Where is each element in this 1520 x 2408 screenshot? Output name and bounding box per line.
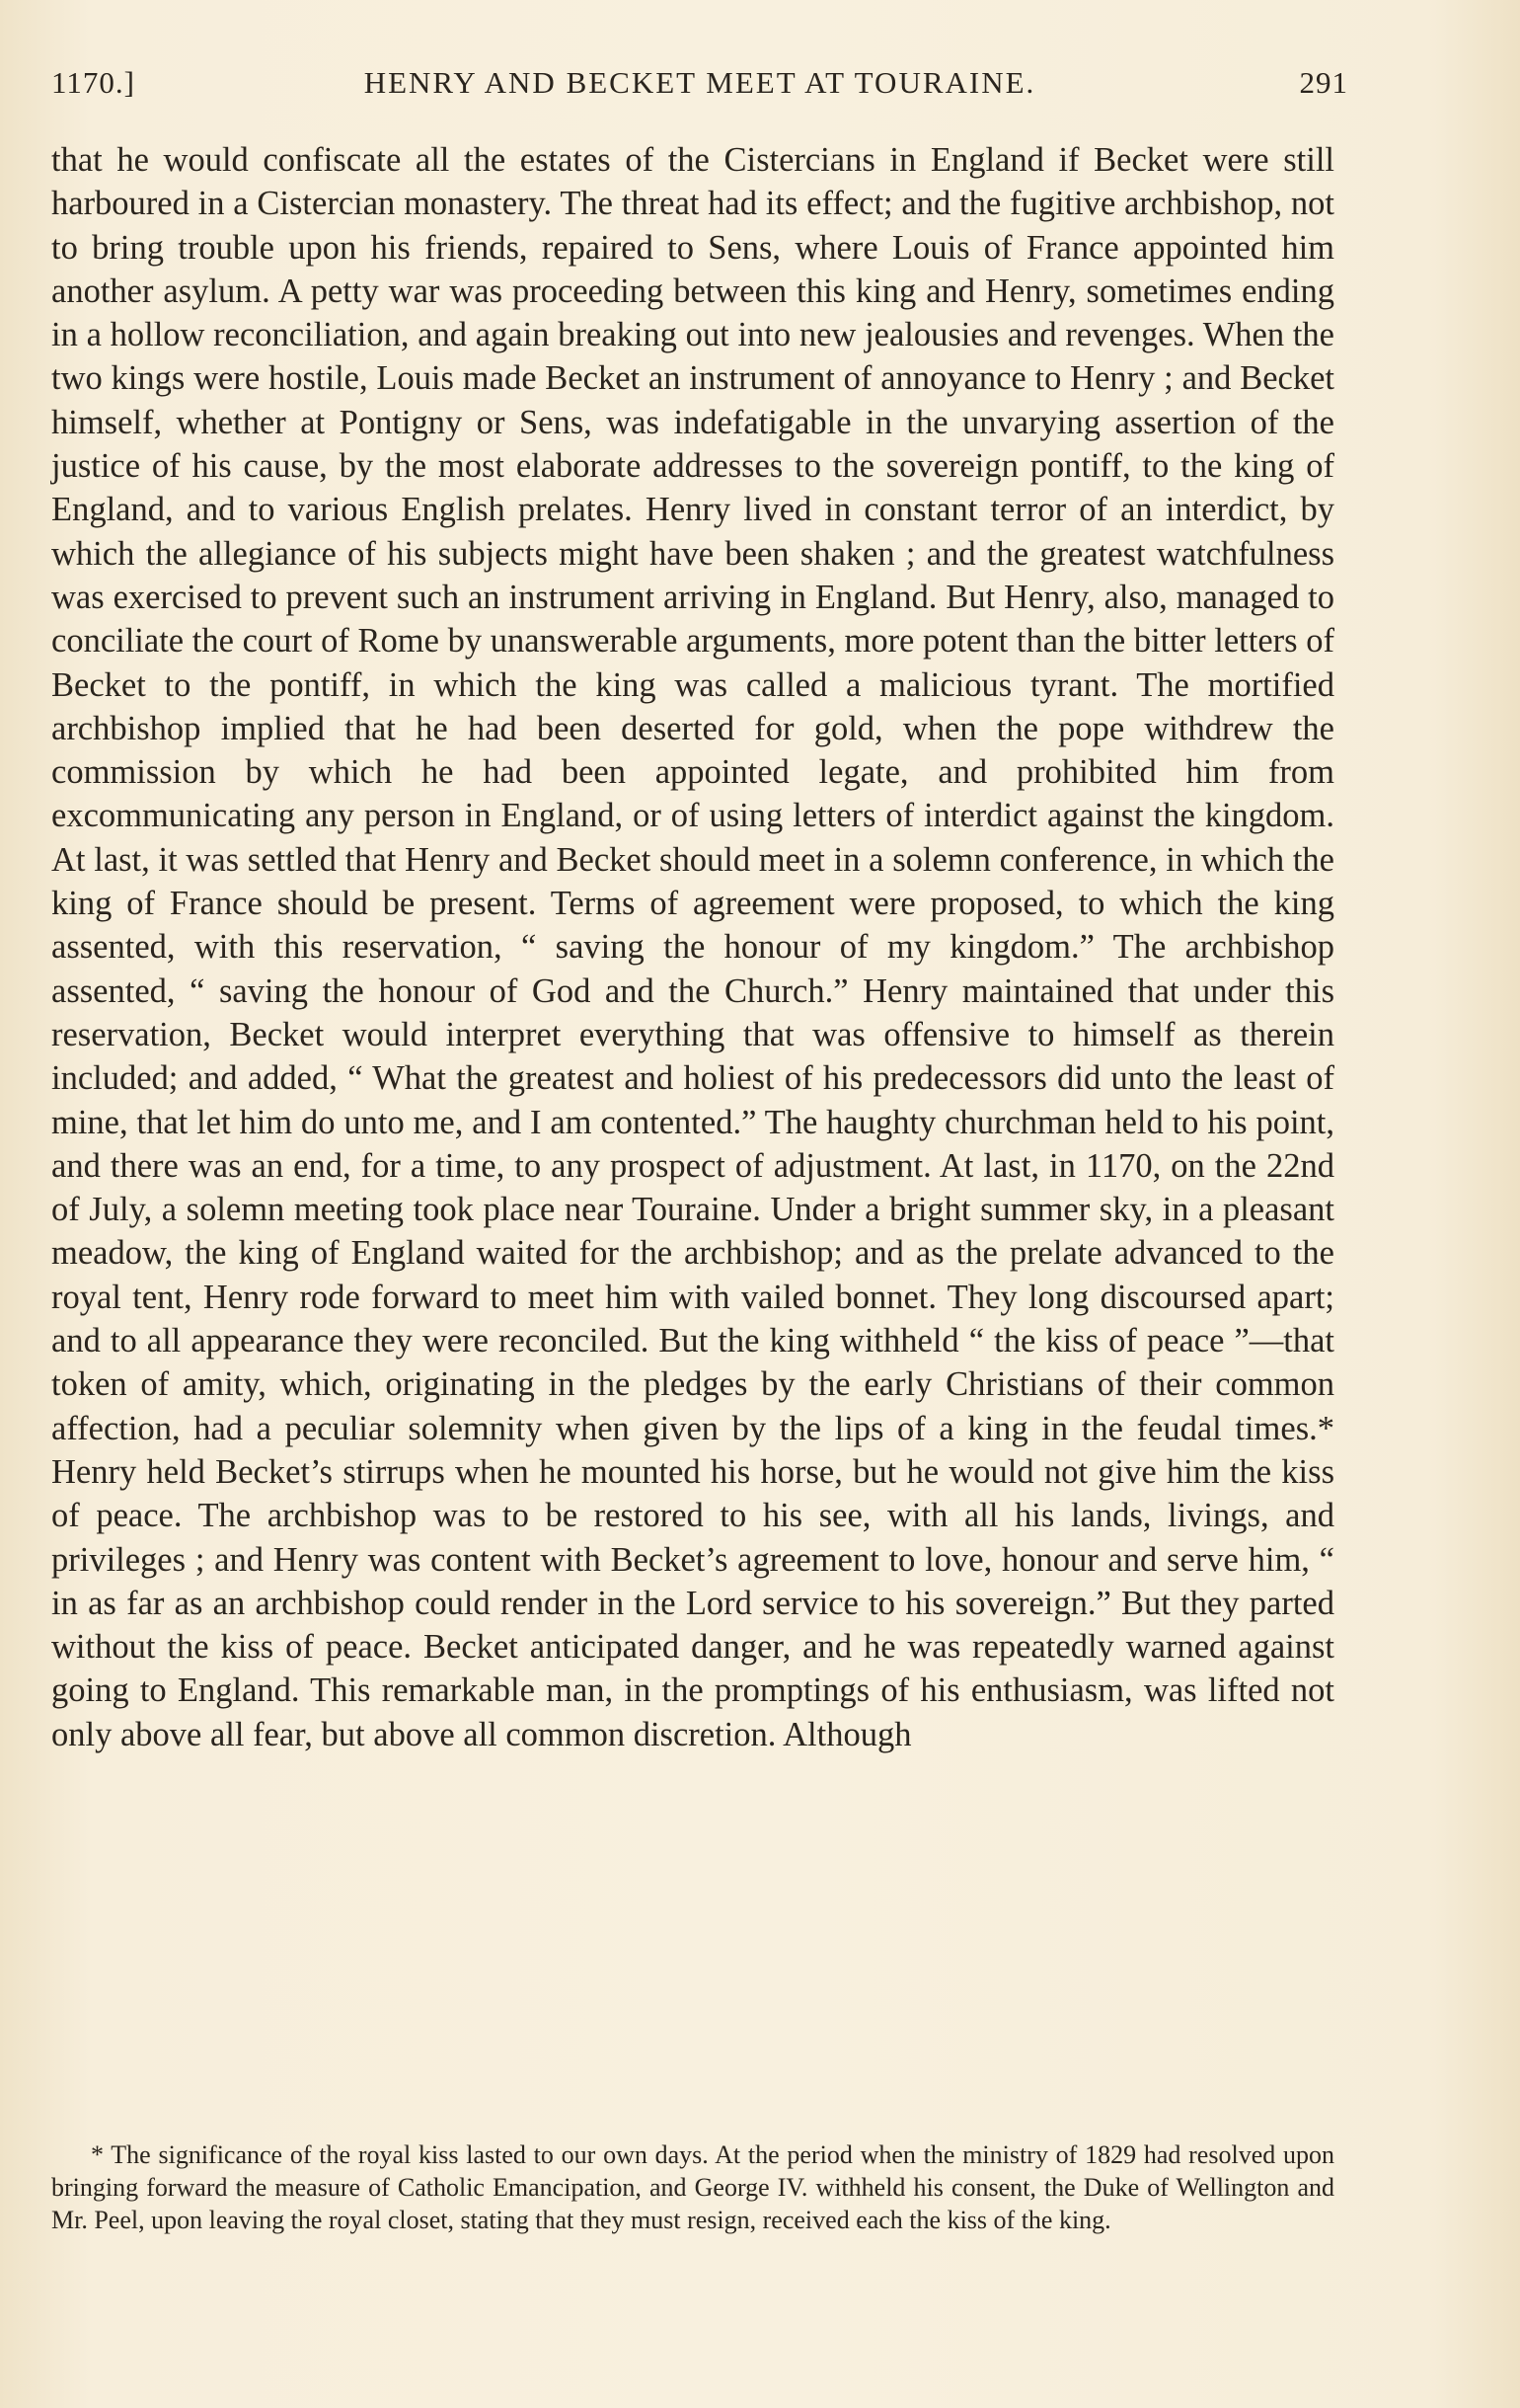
footnote-text: * The significance of the royal kiss lasted to our own days. At the period when the ministry of 1829 had resolved upon bringing forward the measure of Catholic Emancipation, and George IV. withheld his consent, the Duke of Wellington and Mr. Peel, upon leaving the royal closet, stating that they must resign, received each the kiss of the king. bbox=[51, 2140, 1334, 2234]
footnote bbox=[51, 2138, 1334, 2236]
running-header bbox=[51, 65, 1348, 105]
header-year: 1170.] bbox=[51, 65, 135, 100]
header-title: HENRY AND BECKET MEET AT TOURAINE. bbox=[363, 65, 1036, 100]
body-paragraph: that he would confiscate all the estates of the Cistercians in England if Becket were still harboured in a Cistercian monastery. The threat had its effect; and the fugitive archbishop, not to bring trouble upon his friends, repaired to Sens, where Louis of France appointed him another asylum. A petty war was proceeding between this king and Henry, sometimes ending in a hollow reconciliation, and again breaking out into new jealousies and revenges. When the two kings were hostile, Louis made Becket an instrument of annoyance to Henry ; and Becket himself, whether at Pontigny or Sens, was indefatigable in the unvarying assertion of the justice of his cause, by the most elaborate addresses to the sovereign pontiff, to the king of England, and to various English prelates. Henry lived in constant terror of an interdict, by which the allegiance of his subjects might have been shaken ; and the greatest watchfulness was exercised to prevent such an instrument arriving in England. But Henry, also, managed to conciliate the court of Rome by unanswerable arguments, more potent than the bitter letters of Becket to the pontiff, in which the king was called a malicious tyrant. The mortified archbishop implied that he had been deserted for gold, when the pope withdrew the commission by which he had been appointed legate, and prohibited him from excommunicating any person in England, or of using letters of interdict against the kingdom. At last, it was settled that Henry and Becket should meet in a solemn conference, in which the king of France should be present. Terms of agreement were proposed, to which the king assented, with this reservation, “ saving the honour of my kingdom.” The archbishop assented, “ saving the honour of God and the Church.” Henry maintained that under this reservation, Becket would interpret everything that was offensive to himself as therein included; and added, “ What the greatest and holiest of his predecessors did unto the least of mine, that let him do unto me, and I am contented.” The haughty churchman held to his point, and there was an end, for a time, to any prospect of adjustment. At last, in 1170, on the 22nd of July, a solemn meeting took place near Touraine. Under a bright summer sky, in a pleasant meadow, the king of England waited for the archbishop; and as the prelate advanced to the royal tent, Henry rode forward to meet him with vailed bonnet. They long discoursed apart; and to all appearance they were reconciled. But the king withheld “ the kiss of peace ”—that token of amity, which, originating in the pledges by the early Christians of their common affection, had a peculiar solemnity when given by the lips of a king in the feudal times.* Henry held Becket’s stirrups when he mounted his horse, but he would not give him the kiss of peace. The archbishop was to be restored to his see, with all his lands, livings, and privileges ; and Henry was content with Becket’s agreement to love, honour and serve him, “ in as far as an archbishop could render in the Lord service to his sovereign.” But they parted without the kiss of peace. Becket anticipated danger, and he was repeatedly warned against going to England. This remarkable man, in the promptings of his enthusiasm, was lifted not only above all fear, but above all common discretion. Although bbox=[51, 141, 1334, 1753]
main-text bbox=[51, 138, 1334, 1756]
page-number: 291 bbox=[1299, 65, 1348, 100]
